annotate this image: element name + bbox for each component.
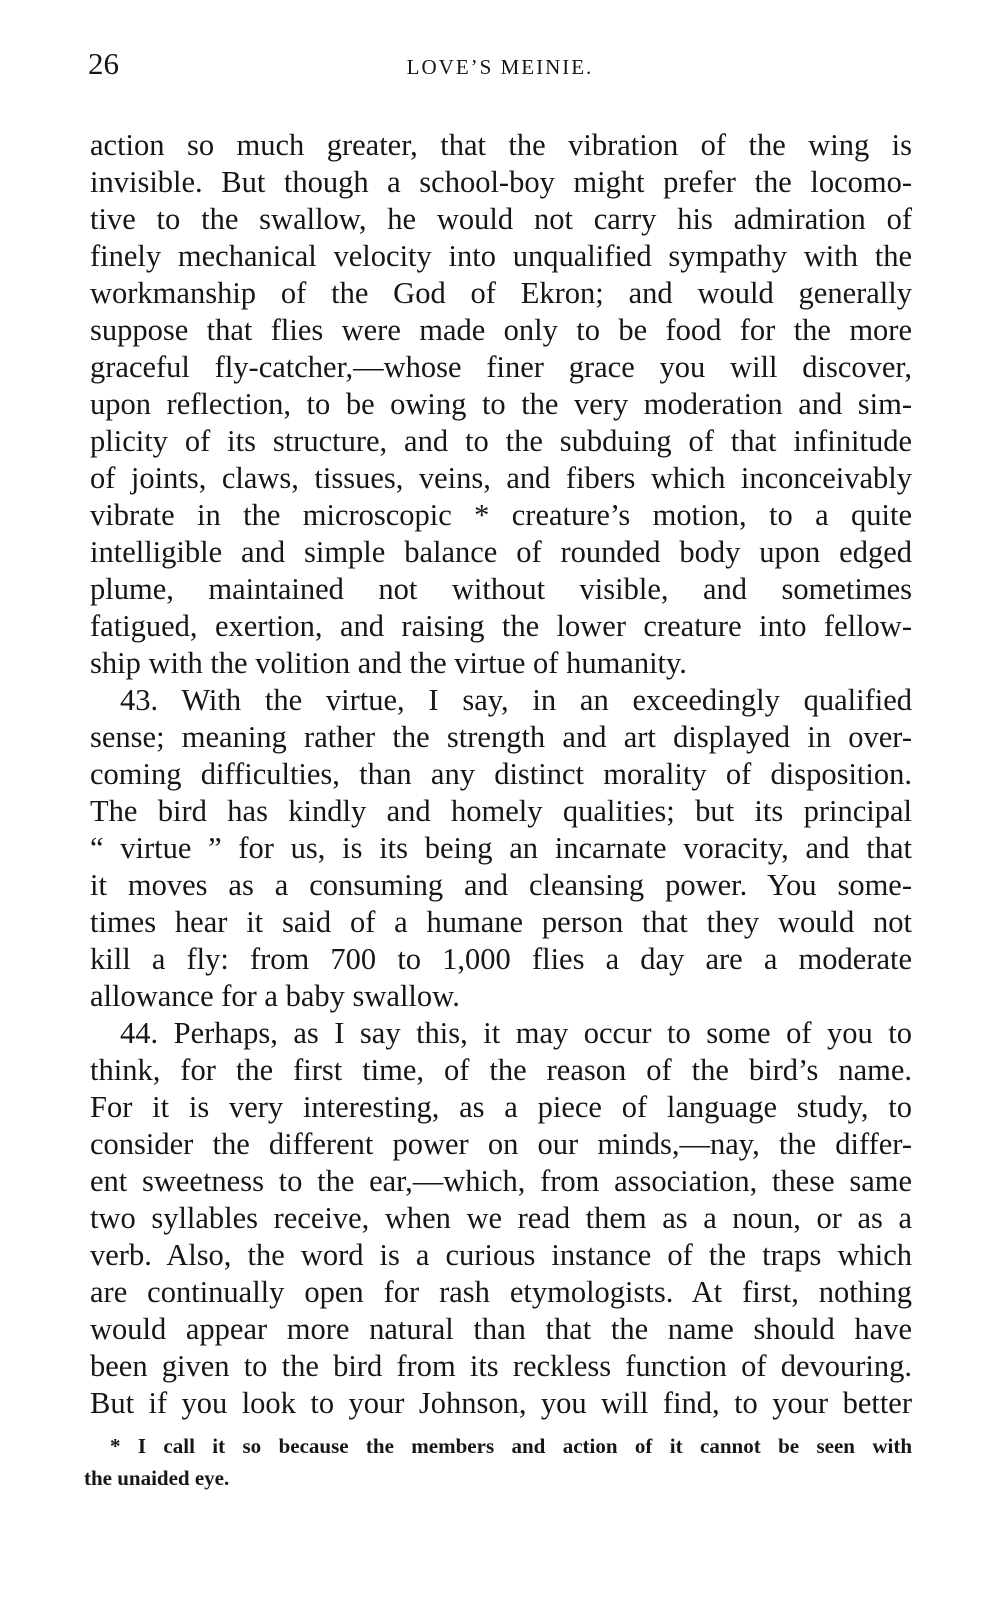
running-title: LOVE’S MEINIE. [406, 55, 594, 79]
text-line: tive to the swallow, he would not carry his admiration of [90, 202, 912, 236]
text-line: fatigued, exertion, and raising the lower creature into fellow- [90, 609, 912, 643]
text-line: times hear it said of a humane person that they would not [90, 905, 912, 939]
text-line: think, for the first time, of the reason of the bird’s name. [90, 1053, 912, 1087]
text-line: coming difficulties, than any distinct morality of disposition. [90, 757, 912, 791]
text-line: ship with the volition and the virtue of humanity. [90, 646, 687, 680]
text-line: are continually open for rash etymologists. At first, nothing [90, 1275, 912, 1309]
text-line: graceful fly-catcher,—whose finer grace you will discover, [90, 350, 912, 384]
text-line: intelligible and simple balance of rounded body upon edged [90, 535, 912, 569]
text-line: of joints, claws, tissues, veins, and fibers which inconceivably [90, 461, 912, 495]
text-line: invisible. But though a school-boy might prefer the locomo- [90, 165, 912, 199]
text-line: workmanship of the God of Ekron; and would generally [90, 276, 912, 310]
text-line: For it is very interesting, as a piece of language study, to [90, 1090, 912, 1124]
paragraph-44-start: 44. Perhaps, as I say this, it may occur to some of you to [120, 1016, 912, 1050]
text-line: plume, maintained not without visible, and sometimes [90, 572, 912, 606]
text-line: allowance for a baby swallow. [90, 979, 460, 1013]
text-line: consider the different power on our minds,—nay, the differ- [90, 1127, 912, 1161]
text-line: it moves as a consuming and cleansing power. You some- [90, 868, 912, 902]
text-line: But if you look to your Johnson, you will find, to your better [90, 1386, 912, 1420]
page-number: 26 [88, 46, 119, 81]
text-line: finely mechanical velocity into unqualified sympathy with the [90, 239, 912, 273]
text-line: been given to the bird from its reckless function of devouring. [90, 1349, 912, 1383]
text-line: ent sweetness to the ear,—which, from association, these same [90, 1164, 912, 1198]
text-line: “ virtue ” for us, is its being an incarnate voracity, and that [90, 831, 912, 865]
paragraph-43-start: 43. With the virtue, I say, in an exceedingly qualified [120, 683, 912, 717]
text-line: sense; meaning rather the strength and art displayed in over- [90, 720, 912, 754]
text-line: suppose that flies were made only to be food for the more [90, 313, 912, 347]
text-line: plicity of its structure, and to the subduing of that infinitude [90, 424, 912, 458]
text-line: The bird has kindly and homely qualities; but its principal [90, 794, 912, 828]
text-line: verb. Also, the word is a curious instance of the traps which [90, 1238, 912, 1272]
text-line: would appear more natural than that the name should have [90, 1312, 912, 1346]
text-line: two syllables receive, when we read them as a noun, or as a [90, 1201, 912, 1235]
text-line: kill a fly: from 700 to 1,000 flies a day are a moderate [90, 942, 912, 976]
text-line: vibrate in the microscopic * creature’s motion, to a quite [90, 498, 912, 532]
text-line: upon reflection, to be owing to the very moderation and sim- [90, 387, 912, 421]
text-line: action so much greater, that the vibration of the wing is [90, 128, 912, 162]
footnote-line: * I call it so because the members and action of it cannot be seen with [110, 1434, 912, 1458]
footnote-line: the unaided eye. [84, 1466, 230, 1490]
